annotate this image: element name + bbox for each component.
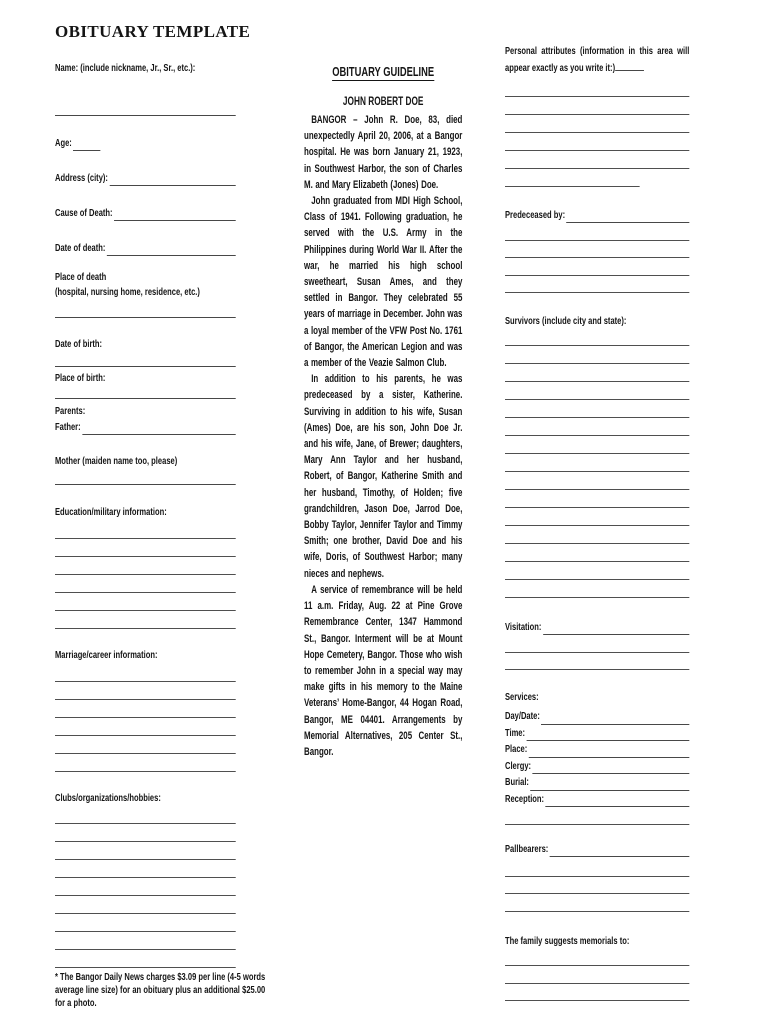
cause-of-death-blank-line	[114, 206, 236, 221]
service-field-reception	[505, 791, 689, 808]
education-section-label: Education/military information:	[55, 506, 167, 518]
blank-line	[55, 736, 236, 754]
visitation-field	[505, 620, 689, 635]
blank-line	[55, 700, 236, 718]
date-of-birth-label: Date of birth:	[55, 338, 103, 350]
blank-line	[505, 490, 689, 508]
service-field-day-date	[505, 708, 689, 725]
blank-line	[55, 682, 236, 700]
marriage-section-label: Marriage/career information:	[55, 649, 158, 661]
blank-line	[55, 824, 236, 842]
blank-line	[55, 521, 236, 539]
template-form-column	[55, 60, 266, 1011]
father-blank-line	[82, 420, 236, 435]
blank-line	[505, 133, 689, 151]
address-label: Address (city):	[55, 172, 108, 184]
place-of-death-label: Place of death	[55, 271, 107, 283]
age-blank-line	[73, 136, 100, 151]
cause-of-death-label: Cause of Death:	[55, 207, 113, 219]
blank-line	[55, 539, 236, 557]
personal-attributes-short-line	[615, 60, 644, 71]
age-field	[55, 136, 236, 151]
details-form-column	[505, 44, 689, 1001]
blank-line	[505, 454, 689, 472]
blank-line	[55, 806, 236, 824]
blank-line	[505, 653, 689, 671]
blank-line	[505, 151, 689, 169]
predeceased-blank-line	[567, 208, 690, 223]
page-title: OBITUARY TEMPLATE	[55, 22, 251, 41]
blank-line	[505, 807, 689, 825]
services-fields	[505, 708, 689, 807]
clergy-label: Clergy:	[505, 759, 532, 772]
address-field	[55, 171, 236, 186]
blank-line	[505, 544, 689, 562]
date-of-death-blank-line	[107, 241, 236, 256]
blank-line	[505, 241, 689, 259]
guideline-heading: OBITUARY GUIDELINE	[332, 64, 435, 79]
blank-line	[505, 258, 689, 276]
blank-line	[505, 97, 689, 115]
blank-line	[505, 169, 640, 187]
obituary-paragraph: In addition to his parents, he was predeceased by a sister, Katherine. Surviving in addition to his wife, Susan (Ames) Doe, are his son, John Doe Jr. and his wife, Jane, of Brewer; daughters, Mary Ann Taylor and her husband, Robert, of Bangor, Katherine Smith and her husband, Timothy, of Holden; five grandchildren, Jason Doe, Jarrod Doe, Bobby Taylor, Jennifer Taylor and Timmy Smith; one brother, David Doe and his wife, Doris, of Southwest Harbor; many nieces and nephews.	[304, 373, 463, 580]
visitation-label: Visitation:	[505, 621, 542, 633]
blank-line	[505, 400, 689, 418]
blank-line	[55, 878, 236, 896]
blank-line	[55, 896, 236, 914]
sample-obituary-body	[304, 112, 462, 760]
time-label: Time:	[505, 726, 526, 739]
predeceased-lines	[505, 223, 689, 293]
place-label: Place:	[505, 743, 528, 755]
obituary-paragraph: A service of remembrance will be held 11 a.m. Friday, Aug. 22 at Pine Grove Remembrance Center, 1347 Hammond St., Bangor. Interment will be at Mount Hope Cemetery, Bangor. Those who wish to remember John in a special way may make gifts in his memory to the Maine Veterans’ Home-Bangor, 44 Hogan Road, Bangor, ME 04401. Arrangements by Memorial Alternatives, 205 Center St., Bangor.	[304, 583, 463, 758]
father-label: Father:	[55, 421, 81, 433]
service-field-clergy	[505, 758, 689, 775]
clubs-section-label: Clubs/organizations/hobbies:	[55, 792, 161, 804]
blank-line	[505, 562, 689, 580]
mother-label: Mother (maiden name too, please)	[55, 455, 178, 467]
blank-line	[55, 842, 236, 860]
blank-line	[55, 593, 236, 611]
parents-label: Parents:	[55, 405, 86, 417]
day-date-label: Day/Date:	[505, 710, 540, 722]
address-blank-line	[109, 171, 235, 186]
blank-line	[55, 950, 236, 968]
sample-obituary-name: JOHN ROBERT DOE	[342, 96, 424, 108]
blank-line	[55, 754, 236, 772]
place-of-birth-label: Place of birth:	[55, 372, 106, 384]
day-date-blank-line	[541, 708, 689, 725]
reception-label: Reception:	[505, 792, 545, 805]
blank-line	[505, 328, 689, 346]
blank-line	[505, 635, 689, 653]
blank-line	[505, 436, 689, 454]
mother-blank-line	[55, 484, 236, 485]
blank-line	[505, 115, 689, 133]
blank-line	[55, 557, 236, 575]
visitation-lines	[505, 635, 689, 670]
clergy-blank-line	[532, 758, 689, 775]
blank-line	[505, 364, 689, 382]
name-field-label: Name: (include nickname, Jr., Sr., etc.):	[55, 62, 196, 74]
guideline-column	[304, 64, 462, 760]
date-of-death-field	[55, 241, 236, 256]
predeceased-field	[505, 208, 689, 223]
service-field-time	[505, 725, 689, 742]
blank-line	[505, 580, 689, 598]
burial-blank-line	[530, 774, 689, 791]
service-field-place	[505, 741, 689, 758]
personal-attributes-lines	[505, 79, 689, 187]
blank-line	[505, 526, 689, 544]
blank-line	[505, 984, 689, 1002]
memorials-label: The family suggests memorials to:	[505, 934, 630, 947]
clubs-lines	[55, 806, 236, 968]
pallbearers-field	[505, 842, 689, 857]
memorials-lines	[505, 949, 689, 1002]
date-of-death-label: Date of death:	[55, 242, 106, 254]
father-field	[55, 420, 236, 435]
blank-line	[505, 418, 689, 436]
date-of-birth-blank-line	[55, 366, 236, 367]
cause-of-death-field	[55, 206, 236, 221]
obituary-paragraph: John graduated from MDI High School, Class of 1941. Following graduation, he served with the U.S. Army in the Philippines during World War II. After the war, he married his high school sweetheart, Susan Ames, and they settled in Bangor. They celebrated 55 years of marriage in December. John was a loyal member of the VFW Post No. 1761 of Bangor, the American Legion and was a member of the Veazie Salmon Club.	[304, 195, 463, 370]
reception-blank-line	[546, 791, 690, 808]
blank-line	[55, 860, 236, 878]
blank-line	[55, 914, 236, 932]
predeceased-label: Predeceased by:	[505, 209, 566, 221]
blank-line	[55, 664, 236, 682]
service-field-burial	[505, 774, 689, 791]
blank-line	[55, 718, 236, 736]
blank-line	[505, 877, 689, 895]
blank-line	[505, 966, 689, 984]
blank-line	[55, 932, 236, 950]
blank-line	[505, 949, 689, 967]
pallbearers-label: Pallbearers:	[505, 843, 549, 855]
survivors-lines	[505, 328, 689, 598]
place-of-death-hint: (hospital, nursing home, residence, etc.)	[55, 286, 200, 298]
blank-line	[505, 346, 689, 364]
blank-line	[505, 894, 689, 912]
age-label: Age:	[55, 137, 72, 149]
services-extra-line	[505, 807, 689, 825]
time-blank-line	[526, 725, 689, 742]
pallbearers-lines	[505, 859, 689, 912]
survivors-label: Survivors (include city and state):	[505, 315, 627, 327]
place-of-birth-blank-line	[55, 398, 236, 399]
burial-label: Burial:	[505, 776, 529, 788]
personal-attributes-label: Personal attributes (information in this area will appear exactly as you write it:)	[505, 45, 690, 74]
place-blank-line	[529, 741, 690, 758]
blank-line	[505, 223, 689, 241]
services-label: Services:	[505, 691, 539, 703]
blank-line	[55, 575, 236, 593]
pallbearers-blank-line	[550, 842, 690, 857]
place-of-death-blank-line	[55, 317, 236, 318]
blank-line	[505, 508, 689, 526]
education-lines	[55, 521, 236, 629]
marriage-lines	[55, 664, 236, 772]
blank-line	[505, 276, 689, 294]
blank-line	[505, 859, 689, 877]
visitation-blank-line	[543, 620, 689, 635]
pricing-footnote: * The Bangor Daily News charges $3.09 per line (4-5 words average line size) for an obituary plus an additional $25.00 for a photo.	[55, 971, 266, 1010]
blank-line	[505, 382, 689, 400]
blank-line	[505, 79, 689, 97]
obituary-paragraph: BANGOR – John R. Doe, 83, died unexpectedly April 20, 2006, at a Bangor hospital. He was born January 21, 1923, in Southwest Harbor, the son of Charles M. and Mary Elizabeth (Jones) Doe.	[304, 114, 463, 191]
name-blank-line	[55, 115, 236, 116]
blank-line	[55, 611, 236, 629]
blank-line	[505, 472, 689, 490]
